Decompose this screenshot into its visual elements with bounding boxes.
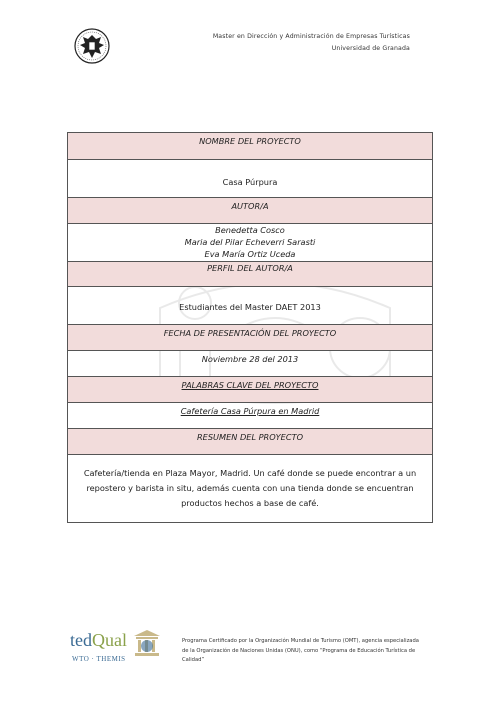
author-name: Benedetta Cosco (215, 225, 285, 235)
author-profile-label: PERFIL DEL AUTOR/A (68, 262, 432, 287)
author-profile-value: Estudiantes del Master DAET 2013 (68, 287, 432, 325)
header-text (213, 31, 410, 55)
summary-value: Cafetería/tienda en Plaza Mayor, Madrid. Un café donde se puede encontrar a un repostero y barista in situ, además cuenta con una tienda donde se encuentran productos hechos a base de café. (83, 468, 417, 508)
summary-label: RESUMEN DEL PROYECTO (68, 429, 432, 455)
certification-footer-text: Programa Certificado por la Organización Mundial de Turismo (OMT), agencia especializada de la Organización de Naciones Unidas (ONU), como “Programa de Educación Turística de Calidad” (182, 638, 419, 663)
logo-ted-text: ted (70, 630, 92, 650)
project-info-table (67, 132, 433, 523)
keywords-value: Cafetería Casa Púrpura en Madrid (68, 403, 432, 429)
university-crest-logo (70, 26, 114, 66)
building-icon (132, 628, 162, 658)
logo-subtitle: WTO · THEMIS (72, 655, 126, 663)
keywords-label: PALABRAS CLAVE DEL PROYECTO (68, 377, 432, 403)
logo-qual-text: Qual (92, 630, 127, 650)
date-value: Noviembre 28 del 2013 (68, 351, 432, 377)
project-name-value: Casa Púrpura (68, 160, 432, 198)
project-name-label: NOMBRE DEL PROYECTO (68, 133, 432, 160)
header-master-title: Master en Dirección y Administración de Empresas Turísticas (212, 33, 410, 40)
author-name: Eva María Ortiz Uceda (204, 249, 296, 259)
tedqual-logo (70, 628, 170, 670)
date-label: FECHA DE PRESENTACIÓN DEL PROYECTO (68, 325, 432, 351)
author-label: AUTOR/A (68, 198, 432, 224)
author-name: Maria del Pilar Echeverri Sarasti (184, 237, 316, 247)
header-university: Universidad de Granada (331, 45, 410, 52)
authors-list (68, 224, 432, 262)
